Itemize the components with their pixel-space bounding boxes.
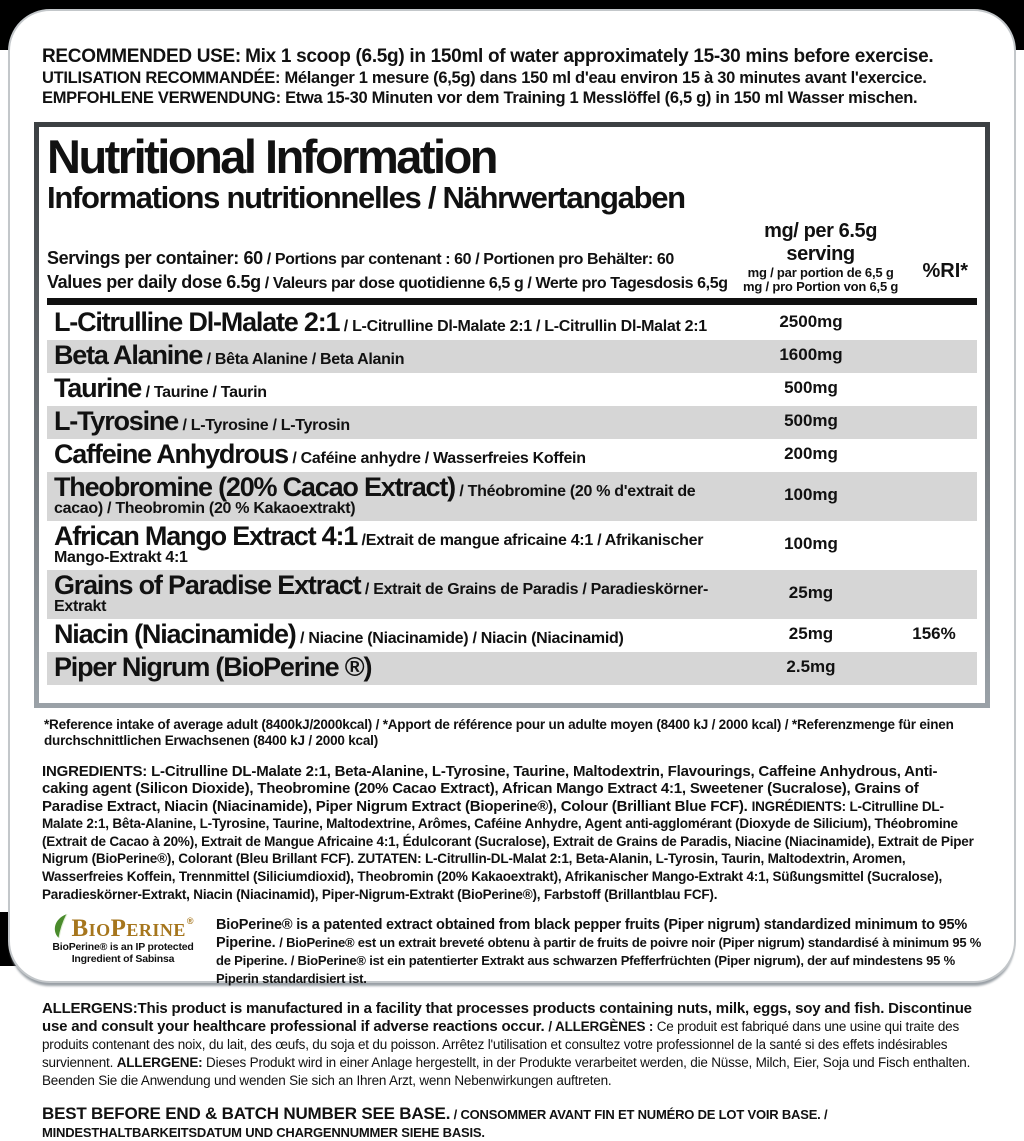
- nutrient-amount: 500mg: [784, 378, 838, 398]
- nutrient-amount: 500mg: [784, 411, 838, 431]
- recommended-use-text-fr-de: [42, 68, 982, 108]
- bioperine-ip-note: BioPerine® is an IP protected Ingredient of Sabinsa: [52, 941, 194, 965]
- table-row: [47, 307, 977, 340]
- allergens-paragraph: [42, 1000, 982, 1090]
- best-before-line: [42, 1105, 982, 1141]
- servings-line: [47, 247, 728, 271]
- nutrient-amount: 2500mg: [779, 312, 843, 332]
- servings-block: [47, 247, 728, 295]
- table-row: [47, 521, 977, 570]
- allergens-text-de: Dieses Produkt wird in einer Anlage hergestellt, in der Produkte verarbeitet werden, die Nüsse, Milch, Eier, Soja und Fisch enthalten. Beenden Sie die Anwendung und wenden Sie sich an Ihren Arzt, wenn Nebenwirkungen auftreten.: [42, 1055, 971, 1088]
- bioperine-wordmark: BioPerine: [71, 915, 186, 943]
- allergens-label-en: ALLERGENS:: [42, 1000, 138, 1018]
- allergens-text-en: This product is manufactured in a facility that processes products containing nuts, milk, eggs, soy and fish. Discontinue use and consult your healthcare professional if adverse reactions occur.: [42, 1000, 972, 1036]
- nutrient-ri: 156%: [912, 624, 956, 644]
- table-row: [47, 652, 977, 685]
- values-line: [47, 271, 728, 295]
- nutrient-amount: 2.5mg: [786, 657, 836, 677]
- nutrition-label: [8, 9, 1016, 1140]
- panel-subtitle: Informations nutritionnelles / Nährwertangaben: [47, 180, 685, 216]
- ingredients-text-en: L-Citrulline DL-Malate 2:1, Beta-Alanine, L-Tyrosine, Taurine, Maltodextrin, Flavourings, Caffeine Anhydrous, Anti-caking agent (Silicon Dioxide), Theobromine (20% Cacao Extract), African Mango Extract 4:1, Sweetener (Sucralose), Grains of Paradise Extract, Niacin (Niacinamide), Piper Nigrum Extract (Bioperine®), Colour (Brilliant Blue FCF).: [42, 762, 938, 815]
- ingredients-label-de: ZUTATEN:: [357, 851, 422, 867]
- nutrient-rows: [47, 307, 977, 685]
- recommended-use-text-de: Etwa 15-30 Minuten vor dem Training 1 Messlöffel (6,5 g) in 150 ml Wasser mischen.: [285, 89, 918, 108]
- nutrient-name: Beta Alanine: [54, 339, 203, 370]
- nutrient-name-translations: / Niacine (Niacinamide) / Niacin (Niacinamid): [300, 629, 624, 647]
- ingredients-text-fr: L-Citrulline DL-Malate 2:1, Bêta-Alanine, L-Tyrosine, Taurine, Maltodextrine, Arômes, Caféine Anhydre, Agent anti-agglomérant (Dioxyde de Silicium), Théobromine (Extrait de Cacao à 20%), Extrait de Mangue Africaine 4:1, Édulcorant (Sucralose), Extrait de Grains de Paradis, Niacine (Niacinamide), Extrait de Piper Nigrum (BioPerine®), Colorant (Bleu Brillant FCF).: [42, 798, 974, 867]
- values-per-dose-fr-de: / Valeurs par dose quotidienne 6,5 g / Werte pro Tagesdosis 6,5g: [264, 274, 728, 292]
- amount-column-header: [728, 220, 914, 295]
- nutrient-name: Theobromine (20% Cacao Extract): [54, 471, 455, 502]
- bioperine-section: [42, 916, 982, 987]
- servings-per-container-fr-de: / Portions par contenant : 60 / Portionen pro Behälter: 60: [266, 251, 674, 269]
- nutrient-name-translations: / Taurine / Taurin: [145, 383, 267, 401]
- recommended-use-label-de: EMPFOHLENE VERWENDUNG:: [42, 89, 281, 108]
- servings-per-container-en: Servings per container: 60: [47, 248, 263, 269]
- ingredients-label-fr: INGRÉDIENTS:: [751, 798, 846, 814]
- nutrient-name: Piper Nigrum (BioPerine ®): [54, 651, 372, 682]
- nutrition-panel: [34, 122, 990, 707]
- nutrient-amount: 200mg: [784, 444, 838, 464]
- bioperine-logo: [42, 916, 204, 966]
- allergens-text-fr: Ce produit est fabriqué dans une usine qui traite des produits contenant des noix, du lait, des œufs, du soja et du poisson. Arrêtez l'utilisation et consultez votre professionnel de la santé si des effets indésirables surviennent.: [42, 1019, 960, 1071]
- recommended-use-label-fr: UTILISATION RECOMMANDÉE:: [42, 69, 281, 88]
- nutrient-name-translations: / L-Tyrosine / L-Tyrosin: [182, 416, 350, 434]
- bioperine-text-fr: / BioPerine® est un extrait breveté obtenu à partir de fruits de poivre noir (Piper nigrum) standardisé à minimum 95 % de Piperine.: [216, 935, 982, 969]
- nutrient-amount: 25mg: [788, 583, 834, 603]
- table-row: [47, 406, 977, 439]
- panel-header-row: [47, 220, 977, 295]
- nutrient-name-translations: / Caféine anhydre / Wasserfreies Koffein: [292, 449, 586, 467]
- nutrient-name-translations: / Bêta Alanine / Beta Alanin: [206, 350, 405, 368]
- bioperine-description: [216, 916, 982, 987]
- nutrient-name-translations: / Extrait de Grains de Paradis / Paradieskörner-Extrakt: [54, 580, 708, 615]
- nutrient-amount: 100mg: [784, 534, 838, 554]
- nutrient-name-translations: / L-Citrulline Dl-Malate 2:1 / L-Citrullin Dl-Malat 2:1: [343, 317, 707, 335]
- reference-intake-footnote: *Reference intake of average adult (8400kJ/2000kcal) / *Apport de référence pour un adulte moyen (8400 kJ / 2000 kcal) / *Referenzmenge für einen durchschnittlichen Erwachsenen (8400 kJ / 2000 kcal): [44, 716, 954, 748]
- header-divider-bar: [47, 298, 977, 305]
- nutrient-name: L-Tyrosine: [54, 405, 179, 436]
- nutrient-name: Grains of Paradise Extract: [54, 569, 361, 600]
- ingredients-text-de: L-Citrullin-DL-Malat 2:1, Beta-Alanin, L-Tyrosin, Taurin, Maltodextrin, Aromen, Wasserfreies Koffein, Trennmittel (Siliciumdioxid), Theobromin (20% Kakaoextrakt), Afrikanischer Mango-Extrakt 4:1, Süßungsmittel (Sucralose), Paradieskörner-Extrakt, Niacin (Niacinamid), Piper-Nigrum-Extrakt (BioPerine®), Farbstoff (Brillantblau FCF).: [42, 851, 943, 902]
- nutrient-name: Caffeine Anhydrous: [54, 438, 288, 469]
- amount-header-en: mg/ per 6.5g serving: [764, 220, 878, 266]
- registered-mark-icon: ®: [186, 916, 194, 927]
- panel-title: Nutritional Information: [47, 130, 497, 184]
- nutrient-name: Taurine: [54, 372, 142, 403]
- panel-bottom-space: [47, 685, 977, 703]
- nutrient-amount: 1600mg: [779, 345, 843, 365]
- values-per-dose-en: Values per daily dose 6.5g: [47, 271, 261, 292]
- nutrient-name: African Mango Extract 4:1: [54, 520, 358, 551]
- best-before-en: BEST BEFORE END & BATCH NUMBER SEE BASE.: [42, 1103, 451, 1123]
- recommended-use-label-en: RECOMMENDED USE:: [42, 46, 241, 67]
- ri-column-header: %RI*: [922, 259, 969, 282]
- nutrient-name: L-Citrulline Dl-Malate 2:1: [54, 306, 340, 337]
- recommended-use-text-en: Mix 1 scoop (6.5g) in 150ml of water approximately 15-30 mins before exercise.: [245, 46, 934, 67]
- nutrient-name: Niacin (Niacinamide): [54, 618, 296, 649]
- table-row: [47, 472, 977, 521]
- amount-header-fr: mg / par portion de 6,5 g: [747, 265, 894, 281]
- ingredients-paragraph: [42, 763, 982, 904]
- table-row: [47, 439, 977, 472]
- nutrient-name-translations: / Théobromine (20 % d'extrait de cacao) / Theobromin (20 % Kakaoextrakt): [54, 482, 696, 517]
- table-row: [47, 373, 977, 406]
- recommended-use-text-fr: Mélanger 1 mesure (6,5g) dans 150 ml d'eau environ 15 à 30 minutes avant l'exercice.: [284, 69, 927, 88]
- bioperine-text-en: BioPerine® is a patented extract obtained from black pepper fruits (Piper nigrum) standardized minimum to 95% Piperine.: [216, 917, 968, 952]
- table-row: [47, 619, 977, 652]
- recommended-use-block: [42, 45, 982, 108]
- leaf-icon: [52, 913, 70, 939]
- allergens-label-fr: / ALLERGÈNES :: [548, 1019, 654, 1035]
- ingredients-label-en: INGREDIENTS:: [42, 762, 148, 780]
- best-before-fr-de: / CONSOMMER AVANT FIN ET NUMÉRO DE LOT VOIR BASE. / MINDESTHALTBARKEITSDATUM UND CHARGENNUMMER SIEHE BASIS.: [42, 1106, 828, 1140]
- table-row: [47, 340, 977, 373]
- nutrient-amount: 100mg: [784, 485, 838, 505]
- nutrient-amount: 25mg: [788, 624, 834, 644]
- bioperine-text-de: / BioPerine® ist ein patentierter Extrakt aus schwarzen Pfefferfrüchten (Piper nigrum), der auf mindestens 95 % Piperin standardisiert ist.: [216, 953, 955, 986]
- allergens-label-de: ALLERGENE:: [116, 1055, 203, 1071]
- table-row: [47, 570, 977, 619]
- amount-header-de: mg / pro Portion von 6,5 g: [743, 279, 899, 295]
- nutrient-name-translations: /Extrait de mangue africaine 4:1 / Afrikanischer Mango-Extrakt 4:1: [54, 531, 704, 566]
